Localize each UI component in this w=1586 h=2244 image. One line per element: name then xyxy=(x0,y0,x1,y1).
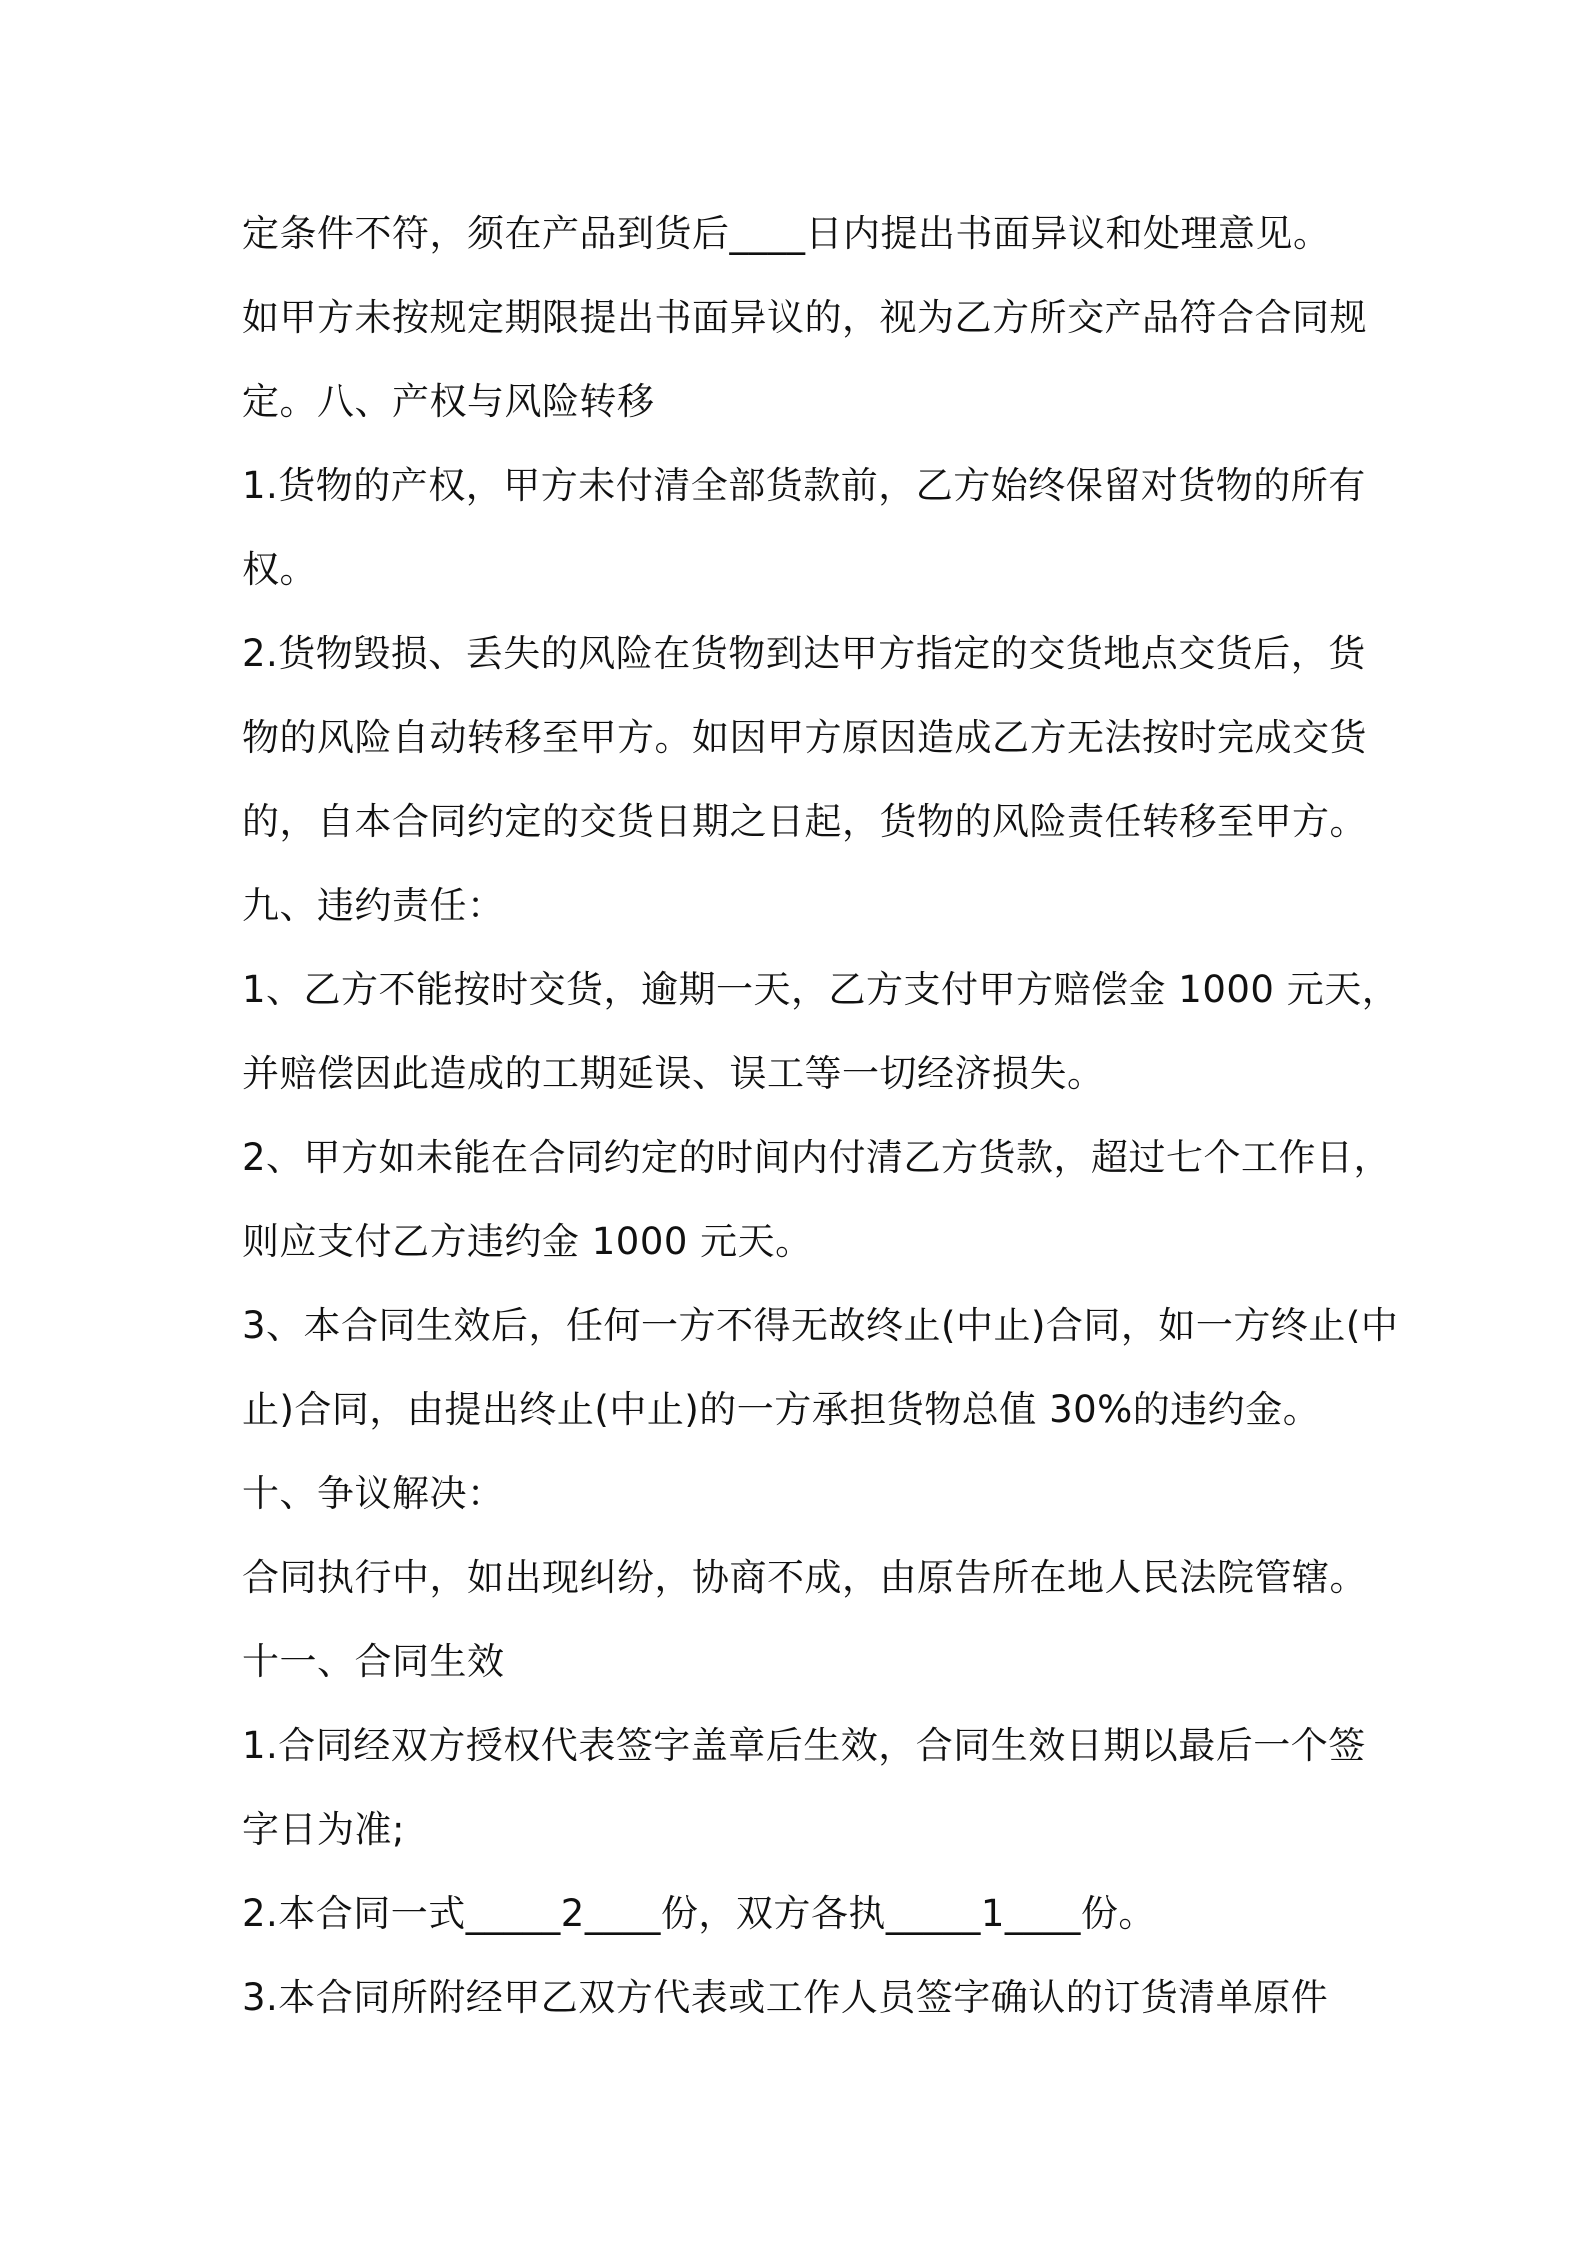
text-line: 字日为准; xyxy=(242,1808,405,1851)
text-line: 2.货物毁损、丢失的风险在货物到达甲方指定的交货地点交货后，货 xyxy=(242,632,1366,675)
text-line: 定条件不符，须在产品到货后____日内提出书面异议和处理意见。 xyxy=(242,212,1331,255)
text-line: 2.本合同一式_____2____份，双方各执_____1____份。 xyxy=(242,1892,1156,1935)
text-line: 止)合同，由提出终止(中止)的一方承担货物总值 30%的违约金。 xyxy=(242,1388,1321,1431)
text-line: 合同执行中，如出现纠纷，协商不成，由原告所在地人民法院管辖。 xyxy=(242,1556,1367,1599)
section-heading: 十一、合同生效 xyxy=(242,1640,505,1683)
text-line: 1.货物的产权，甲方未付清全部货款前，乙方始终保留对货物的所有 xyxy=(242,464,1366,507)
text-line: 的，自本合同约定的交货日期之日起，货物的风险责任转移至甲方。 xyxy=(242,800,1367,843)
section-heading: 定。八、产权与风险转移 xyxy=(242,380,655,423)
text-line: 1、乙方不能按时交货，逾期一天，乙方支付甲方赔偿金 1000 元天， xyxy=(242,968,1400,1011)
text-line: 1.合同经双方授权代表签字盖章后生效，合同生效日期以最后一个签 xyxy=(242,1724,1366,1767)
section-heading: 十、争议解决： xyxy=(242,1472,505,1515)
text-line: 3.本合同所附经甲乙双方代表或工作人员签字确认的订货清单原件 xyxy=(242,1976,1329,2019)
text-line: 3、本合同生效后，任何一方不得无故终止(中止)合同，如一方终止(中 xyxy=(242,1304,1399,1347)
text-line: 并赔偿因此造成的工期延误、误工等一切经济损失。 xyxy=(242,1052,1105,1095)
text-line: 如甲方未按规定期限提出书面异议的，视为乙方所交产品符合合同规 xyxy=(242,296,1367,339)
contract-text xyxy=(242,192,1400,2040)
text-line: 物的风险自动转移至甲方。如因甲方原因造成乙方无法按时完成交货 xyxy=(242,716,1367,759)
text-line: 2、甲方如未能在合同约定的时间内付清乙方货款，超过七个工作日， xyxy=(242,1136,1392,1179)
text-line: 则应支付乙方违约金 1000 元天。 xyxy=(242,1220,813,1263)
section-heading: 九、违约责任： xyxy=(242,884,505,927)
text-line: 权。 xyxy=(242,548,317,591)
